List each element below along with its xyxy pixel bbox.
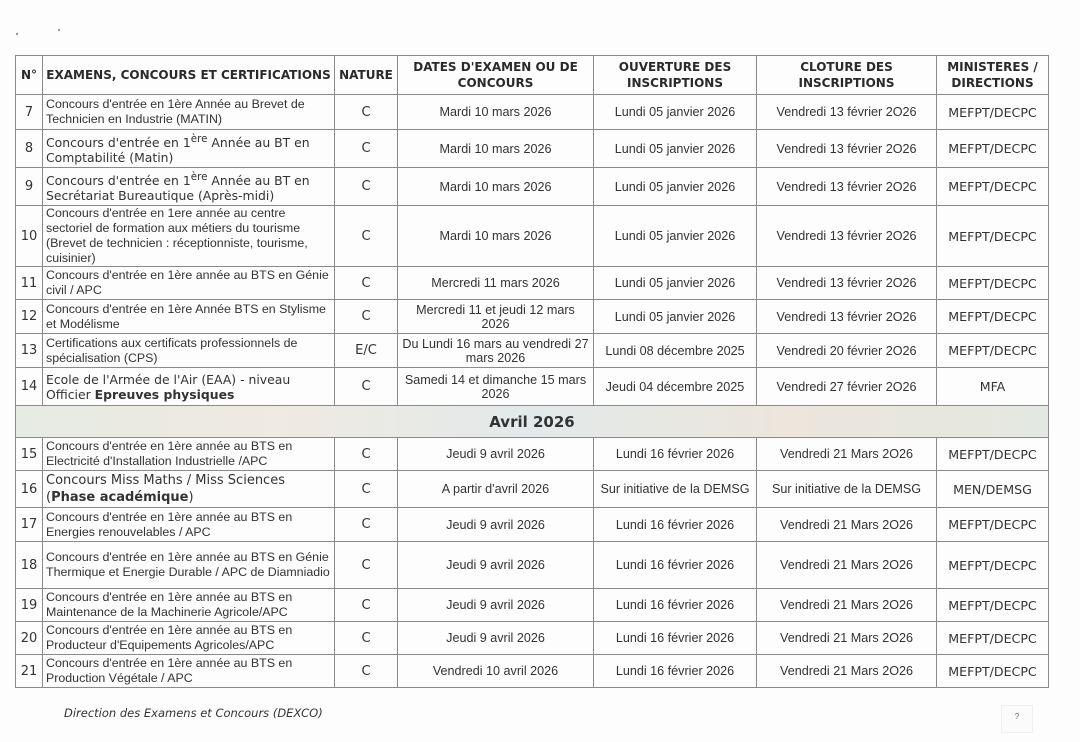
exam-title: Certifications aux certificats professionnels de spécialisation (CPS) [43, 334, 335, 368]
table-row [16, 655, 1049, 688]
nature: C [335, 130, 398, 168]
table-row [16, 542, 1049, 589]
ministry: MEFPT/DECPC [937, 542, 1049, 589]
exam-date: Mercredi 11 et jeudi 12 mars 2026 [398, 300, 594, 334]
registration-close: Vendredi 21 Mars 2O26 [757, 655, 937, 688]
exam-date: Mardi 10 mars 2026 [398, 206, 594, 267]
ministry: MEFPT/DECPC [937, 508, 1049, 542]
registration-open: Lundi 08 décembre 2025 [594, 334, 757, 368]
exam-schedule-table [15, 55, 1049, 688]
exam-date: Mardi 10 mars 2026 [398, 95, 594, 130]
registration-close: Sur initiative de la DEMSG [757, 471, 937, 508]
exam-date: Mardi 10 mars 2026 [398, 130, 594, 168]
scan-speck [16, 33, 18, 35]
ministry: MEFPT/DECPC [937, 589, 1049, 622]
ministry: MEFPT/DECPC [937, 168, 1049, 206]
registration-close: Vendredi 21 Mars 2O26 [757, 438, 937, 471]
nature: C [335, 95, 398, 130]
exam-date: Jeudi 9 avril 2026 [398, 542, 594, 589]
exam-date: A partir d'avril 2026 [398, 471, 594, 508]
registration-open: Lundi 05 janvier 2026 [594, 168, 757, 206]
registration-close: Vendredi 13 février 2O26 [757, 168, 937, 206]
exam-date: Samedi 14 et dimanche 15 mars 2026 [398, 368, 594, 406]
nature: C [335, 267, 398, 300]
exam-title-bold: Epreuves physiques [94, 386, 235, 402]
registration-open: Lundi 16 février 2026 [594, 622, 757, 655]
exam-title-part: Année au BT en Secrétariat Bureautique (Après-midi) [46, 173, 310, 204]
exam-title-part: ) [188, 490, 194, 505]
registration-close: Vendredi 21 Mars 2O26 [757, 622, 937, 655]
nature: C [335, 206, 398, 267]
ministry: MEFPT/DECPC [937, 206, 1049, 267]
nature: C [335, 168, 398, 206]
exam-title-superscript: ère [190, 132, 208, 145]
row-number: 16 [16, 471, 43, 508]
table-row [16, 300, 1049, 334]
registration-open: Lundi 16 février 2026 [594, 655, 757, 688]
ministry: MEN/DEMSG [937, 471, 1049, 508]
header-nature: NATURE [335, 56, 398, 95]
registration-close: Vendredi 13 février 2O26 [757, 300, 937, 334]
exam-title-part: Concours Miss Maths / Miss Sciences ( [46, 473, 285, 505]
exam-date: Mercredi 11 mars 2026 [398, 267, 594, 300]
nature: C [335, 438, 398, 471]
nature: C [335, 655, 398, 688]
exam-date: Jeudi 9 avril 2026 [398, 589, 594, 622]
table-row [16, 95, 1049, 130]
registration-close: Vendredi 21 Mars 2O26 [757, 589, 937, 622]
table-header-row [16, 56, 1049, 95]
ministry: MEFPT/DECPC [937, 334, 1049, 368]
month-banner-row [16, 406, 1049, 438]
ministry: MEFPT/DECPC [937, 95, 1049, 130]
ministry: MEFPT/DECPC [937, 438, 1049, 471]
footer-note: Direction des Examens et Concours (DEXCO) [64, 706, 323, 720]
exam-title [43, 368, 335, 406]
exam-title: Concours d'entrée en 1ère année au BTS en Maintenance de la Machinerie Agricole/APC [43, 589, 335, 622]
nature: C [335, 471, 398, 508]
header-open: OUVERTURE DES INSCRIPTIONS [594, 56, 757, 95]
exam-title: Concours d'entrée en 1ère année au BTS en Génie civil / APC [43, 267, 335, 300]
row-number: 18 [16, 542, 43, 589]
registration-open: Sur initiative de la DEMSG [594, 471, 757, 508]
registration-open: Lundi 16 février 2026 [594, 438, 757, 471]
registration-close: Vendredi 13 février 2O26 [757, 206, 937, 267]
row-number: 20 [16, 622, 43, 655]
header-num: N° [16, 56, 43, 95]
registration-close: Vendredi 27 février 2O26 [757, 368, 937, 406]
registration-open: Lundi 05 janvier 2026 [594, 267, 757, 300]
exam-title-part: Année au BT en Comptabilité (Matin) [46, 135, 310, 166]
nature: C [335, 622, 398, 655]
exam-date: Vendredi 10 avril 2026 [398, 655, 594, 688]
exam-title-bold: Phase académique [51, 490, 189, 505]
registration-open: Lundi 05 janvier 2026 [594, 130, 757, 168]
row-number: 10 [16, 206, 43, 267]
scan-speck [58, 29, 60, 31]
table-row [16, 334, 1049, 368]
row-number: 7 [16, 95, 43, 130]
table-row [16, 267, 1049, 300]
ministry: MEFPT/DECPC [937, 622, 1049, 655]
table-row [16, 168, 1049, 206]
exam-title: Concours d'entrée en 1ère Année BTS en Stylisme et Modélisme [43, 300, 335, 334]
registration-open: Lundi 05 janvier 2026 [594, 300, 757, 334]
row-number: 13 [16, 334, 43, 368]
registration-close: Vendredi 13 février 2O26 [757, 95, 937, 130]
table-row [16, 130, 1049, 168]
table-row [16, 589, 1049, 622]
exam-title-part: Concours d'entrée en 1 [46, 135, 191, 151]
header-close: CLOTURE DES INSCRIPTIONS [757, 56, 937, 95]
registration-close: Vendredi 13 février 2O26 [757, 267, 937, 300]
registration-close: Vendredi 21 Mars 2O26 [757, 508, 937, 542]
exam-date: Jeudi 9 avril 2026 [398, 508, 594, 542]
exam-title: Concours d'entrée en 1ère année au BTS en Producteur d'Equipements Agricoles/APC [43, 622, 335, 655]
table-row [16, 438, 1049, 471]
exam-title-part: Ecole de l'Armée de l'Air (EAA) - niveau Officier [46, 371, 291, 402]
exam-title: Concours d'entrée en 1ère année au BTS en Electricité d'Installation Industrielle /APC [43, 438, 335, 471]
exam-title [43, 168, 335, 206]
row-number: 9 [16, 168, 43, 206]
registration-close: Vendredi 13 février 2O26 [757, 130, 937, 168]
exam-date: Jeudi 9 avril 2026 [398, 438, 594, 471]
exam-title-part: Concours d'entrée en 1 [46, 173, 191, 189]
table-row [16, 508, 1049, 542]
row-number: 15 [16, 438, 43, 471]
registration-open: Lundi 16 février 2026 [594, 589, 757, 622]
ministry: MEFPT/DECPC [937, 300, 1049, 334]
registration-open: Lundi 16 février 2026 [594, 542, 757, 589]
row-number: 11 [16, 267, 43, 300]
ministry: MFA [937, 368, 1049, 406]
nature: C [335, 542, 398, 589]
table-row [16, 471, 1049, 508]
exam-date: Mardi 10 mars 2026 [398, 168, 594, 206]
table-row [16, 206, 1049, 267]
registration-open: Lundi 05 janvier 2026 [594, 206, 757, 267]
row-number: 14 [16, 368, 43, 406]
ministry: MEFPT/DECPC [937, 267, 1049, 300]
nature: E/C [335, 334, 398, 368]
table-row [16, 622, 1049, 655]
row-number: 17 [16, 508, 43, 542]
exam-title: Concours d'entrée en 1ère année au BTS en Production Végétale / APC [43, 655, 335, 688]
registration-close: Vendredi 20 février 2O26 [757, 334, 937, 368]
header-ministry: MINISTERES / DIRECTIONS [937, 56, 1049, 95]
row-number: 21 [16, 655, 43, 688]
header-date: DATES D'EXAMEN OU DE CONCOURS [398, 56, 594, 95]
row-number: 12 [16, 300, 43, 334]
exam-title: Concours d'entrée en 1ère année au BTS en Energies renouvelables / APC [43, 508, 335, 542]
exam-date: Jeudi 9 avril 2026 [398, 622, 594, 655]
nature: C [335, 300, 398, 334]
nature: C [335, 368, 398, 406]
registration-open: Lundi 16 février 2026 [594, 508, 757, 542]
exam-title: Concours d'entrée en 1ère Année au Brevet de Technicien en Industrie (MATIN) [43, 95, 335, 130]
registration-close: Vendredi 21 Mars 2O26 [757, 542, 937, 589]
exam-title: Concours d'entrée en 1ère année au BTS en Génie Thermique et Energie Durable / APC de Diamniadio [43, 542, 335, 589]
row-number: 8 [16, 130, 43, 168]
ministry: MEFPT/DECPC [937, 655, 1049, 688]
exam-title-superscript: ère [190, 170, 208, 183]
exam-date: Du Lundi 16 mars au vendredi 27 mars 2026 [398, 334, 594, 368]
exam-title: Concours d'entrée en 1ere année au centre sectoriel de formation aux métiers du tourisme (Brevet de technicien : réceptionniste, tourisme, cuisinier) [43, 206, 335, 267]
exam-title [43, 471, 335, 508]
registration-open: Lundi 05 janvier 2026 [594, 95, 757, 130]
header-exam: EXAMENS, CONCOURS ET CERTIFICATIONS [43, 56, 335, 95]
month-banner: Avril 2026 [16, 406, 1049, 438]
table-row [16, 368, 1049, 406]
page-number-mark: ? [1001, 705, 1033, 733]
nature: C [335, 589, 398, 622]
row-number: 19 [16, 589, 43, 622]
nature: C [335, 508, 398, 542]
exam-title [43, 130, 335, 168]
registration-open: Jeudi 04 décembre 2025 [594, 368, 757, 406]
ministry: MEFPT/DECPC [937, 130, 1049, 168]
